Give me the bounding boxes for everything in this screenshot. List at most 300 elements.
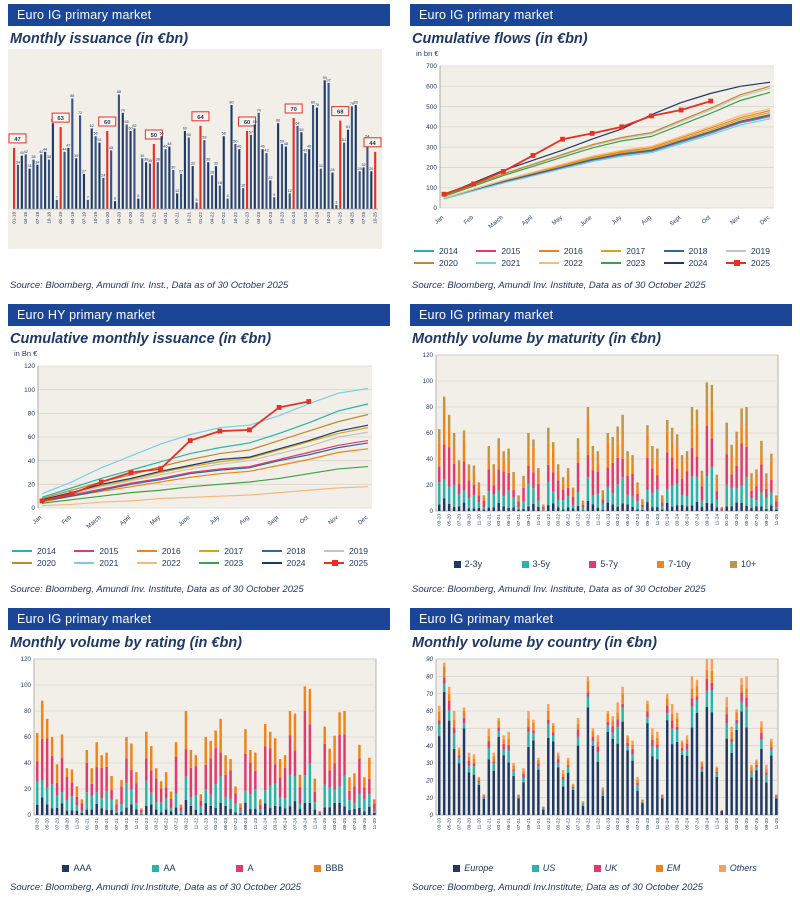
svg-text:63: 63 [57,116,64,123]
svg-text:11-20: 11-20 [476,818,482,830]
legend-item-2021 [476,258,538,268]
svg-text:01-21: 01-21 [486,514,492,526]
svg-text:05-20: 05-20 [446,818,452,830]
svg-text:05-23: 05-23 [223,818,229,830]
svg-text:03-20: 03-20 [34,818,40,830]
legend-label: 2024 [286,558,306,568]
svg-text:100: 100 [20,682,31,690]
svg-text:07-24: 07-24 [292,818,298,830]
svg-text:100: 100 [24,386,35,394]
svg-text:July: July [611,214,624,227]
legend-swatch [74,550,94,552]
svg-text:24: 24 [101,173,106,178]
svg-text:0: 0 [27,812,31,820]
svg-text:38: 38 [46,155,52,160]
svg-text:64: 64 [295,121,300,126]
svg-text:03-22: 03-22 [153,818,159,830]
svg-text:June: June [579,214,594,228]
svg-text:01-22: 01-22 [197,212,203,224]
svg-text:11-22: 11-22 [595,818,601,830]
legend-swatch [414,262,434,264]
legend-swatch [476,250,496,252]
chart-legend [12,862,394,874]
legend-label: BBB [325,863,344,873]
cumulative-flows-chart [410,58,792,269]
legend-item-2020 [414,258,476,268]
svg-text:05-23: 05-23 [625,818,631,830]
legend-label: 2024 [688,258,708,268]
svg-text:07-23: 07-23 [233,818,238,830]
legend-item-2025 [324,558,386,568]
panel-header: Euro HY primary market [8,304,390,326]
chart-legend [414,862,796,874]
svg-text:29: 29 [369,166,374,171]
svg-text:46: 46 [237,144,242,149]
svg-text:03-23: 03-23 [615,514,621,526]
svg-text:33: 33 [213,161,219,166]
svg-text:11-25: 11-25 [371,818,377,830]
svg-text:05-25: 05-25 [744,818,750,830]
panel-header: Euro IG primary market [410,4,792,26]
svg-text:01-23: 01-23 [244,212,250,224]
svg-text:Oct: Oct [298,514,311,526]
svg-text:09-25: 09-25 [763,514,769,526]
svg-text:11-22: 11-22 [595,514,601,526]
svg-text:June: June [177,514,192,528]
svg-text:03-25: 03-25 [332,818,338,830]
svg-text:04-18: 04-18 [23,212,29,224]
svg-text:40: 40 [24,760,31,768]
svg-text:07-21: 07-21 [516,818,522,830]
svg-text:12: 12 [287,188,292,193]
svg-text:36: 36 [143,157,149,162]
svg-text:Dec: Dec [759,214,772,227]
svg-text:Aug: Aug [238,514,251,527]
svg-text:03-21: 03-21 [94,818,100,830]
legend-item-AAA [62,863,91,873]
svg-text:09-21: 09-21 [123,818,129,830]
svg-text:01-23: 01-23 [605,818,611,830]
legend-label: 2018 [286,546,306,556]
svg-text:01-20: 01-20 [104,212,110,224]
svg-text:04-23: 04-23 [256,212,262,224]
hy-cumulative-chart [8,358,390,569]
svg-text:120: 120 [422,352,433,360]
svg-text:March: March [487,214,505,231]
legend-swatch [594,865,601,872]
svg-text:05-25: 05-25 [744,514,750,526]
svg-text:04-24: 04-24 [302,212,308,224]
svg-text:12: 12 [175,188,180,193]
legend-swatch [324,550,344,552]
legend-item-A [236,863,253,873]
svg-text:03-23: 03-23 [213,818,219,830]
svg-text:34: 34 [35,160,40,165]
legend-item-2022 [539,258,601,268]
svg-text:07-24: 07-24 [314,212,320,224]
svg-text:88: 88 [116,90,122,95]
svg-text:July: July [209,514,222,527]
legend-item-2024 [664,258,726,268]
legend-label: 2025 [751,258,770,268]
svg-text:7: 7 [55,195,58,200]
legend-item-7-10y [657,559,691,569]
svg-text:11-25: 11-25 [773,514,779,526]
svg-text:60: 60 [426,430,433,438]
svg-text:07-20: 07-20 [128,212,134,224]
source-note: Source: Bloomberg, Amundi Inv.Institute, Data as of 30 October 2025 [10,882,301,893]
svg-text:18: 18 [217,181,222,186]
svg-text:62: 62 [89,123,94,128]
legend-swatch [664,250,684,252]
svg-text:80: 80 [27,410,35,418]
legend-label: 2018 [688,246,708,256]
legend-item-2014 [12,546,74,556]
svg-text:07-22: 07-22 [173,818,179,830]
legend-swatch [152,865,159,872]
svg-text:43: 43 [264,148,269,153]
svg-text:50: 50 [279,139,285,144]
svg-text:04-22: 04-22 [209,212,215,224]
svg-text:05-22: 05-22 [565,818,571,830]
svg-text:46: 46 [307,144,312,149]
svg-text:55: 55 [186,133,191,137]
legend-label: 2025 [349,558,368,568]
svg-text:30: 30 [426,760,433,768]
svg-text:68: 68 [337,109,344,116]
svg-text:05-24: 05-24 [684,818,690,830]
svg-text:11-23: 11-23 [654,514,660,526]
y-axis-unit-label: in Bn € [14,349,38,358]
svg-text:40: 40 [426,742,433,750]
svg-text:01-25: 01-25 [337,212,343,224]
svg-text:0: 0 [31,505,35,513]
svg-text:03-22: 03-22 [555,514,561,526]
legend-swatch [476,262,496,264]
legend-label: 2020 [37,558,56,568]
legend-item-2019 [324,546,386,556]
legend-item-UK [594,863,618,873]
svg-text:09-22: 09-22 [183,818,189,830]
svg-text:44: 44 [62,147,67,152]
svg-text:200: 200 [426,164,437,172]
svg-text:38: 38 [31,155,36,160]
svg-text:74: 74 [120,108,125,113]
legend-item-2022 [137,558,199,568]
svg-text:31: 31 [27,164,32,169]
legend-swatch [137,550,157,552]
svg-text:03-22: 03-22 [555,818,561,830]
source-note: Source: Bloomberg, Amundi Inv.Institute, Data as of 30 October 2025 [412,882,703,893]
source-note: Source: Bloomberg, Amundi Inv. Inst., Data as of 30 October 2025 [10,280,289,291]
legend-item-10+ [730,559,756,569]
svg-text:42: 42 [23,149,28,154]
svg-text:07-21: 07-21 [114,818,120,830]
legend-item-BBB [314,863,343,873]
legend-swatch [601,262,621,264]
svg-text:40: 40 [27,457,35,465]
legend-label: EM [666,863,681,873]
svg-text:34: 34 [15,160,21,165]
svg-text:07-24: 07-24 [694,818,700,830]
legend-swatch [262,562,282,564]
legend-item-AA [152,863,175,873]
svg-text:01-23: 01-23 [605,514,611,526]
svg-text:05-22: 05-22 [565,514,571,526]
legend-item-2014 [414,246,476,256]
svg-text:100: 100 [426,184,437,192]
svg-text:01-21: 01-21 [84,818,90,830]
svg-text:56: 56 [159,131,164,136]
svg-text:600: 600 [426,83,437,91]
svg-text:11-22: 11-22 [193,818,199,830]
y-axis-unit-label: in bn € [416,49,439,58]
svg-text:09-25: 09-25 [763,818,769,830]
svg-text:09-20: 09-20 [64,818,70,830]
legend-item-2023 [199,558,261,568]
svg-text:09-24: 09-24 [704,514,710,526]
svg-text:01-25: 01-25 [724,818,730,830]
legend-label: AAA [73,863,92,873]
legend-swatch [62,865,69,872]
chart-legend [12,545,390,569]
svg-text:61: 61 [345,125,351,130]
svg-text:07-25: 07-25 [753,818,759,830]
legend-label: 2016 [161,546,181,556]
legend-label: 5-7y [600,559,618,569]
svg-text:April: April [521,214,535,228]
svg-text:04-19: 04-19 [69,212,75,224]
legend-swatch [236,865,243,872]
svg-text:300: 300 [426,144,437,152]
svg-text:46: 46 [260,144,265,149]
svg-text:32: 32 [361,162,366,167]
svg-text:Nov: Nov [729,214,742,227]
svg-text:29: 29 [357,166,362,171]
legend-swatch [726,262,746,264]
legend-swatch [137,562,157,564]
svg-text:10-23: 10-23 [279,212,285,224]
svg-text:09-24: 09-24 [704,818,710,830]
svg-text:01-19: 01-19 [58,212,64,224]
legend-swatch [262,550,282,552]
svg-text:01-24: 01-24 [664,818,670,830]
panel-monthly-issuance [8,4,390,292]
chart-title: Cumulative monthly issuance (in €bn) [10,331,272,347]
svg-text:45: 45 [109,146,114,150]
svg-text:01-22: 01-22 [143,818,149,830]
legend-swatch [601,250,621,252]
legend-label: 2021 [501,258,521,268]
svg-text:Jan: Jan [32,514,44,526]
svg-text:65: 65 [124,120,129,124]
svg-text:33: 33 [190,161,195,166]
svg-text:99: 99 [322,75,327,80]
legend-item-2017 [199,546,261,556]
legend-item-2025 [726,258,788,268]
svg-text:11-20: 11-20 [476,514,482,526]
stacked-bars-svg [410,653,784,861]
svg-text:11-21: 11-21 [535,514,541,526]
chart-title: Cumulative flows (in €bn) [412,31,588,47]
volume-by-maturity-chart [410,349,792,570]
svg-text:March: March [85,514,103,531]
legend-item-2015 [74,546,136,556]
svg-text:07-23: 07-23 [635,818,640,830]
panel-header: Euro IG primary market [410,608,792,630]
svg-text:10: 10 [426,794,433,802]
legend-swatch [199,562,219,564]
svg-text:53: 53 [202,135,207,140]
svg-text:01-25: 01-25 [322,818,328,830]
svg-text:36: 36 [206,157,211,162]
svg-text:0: 0 [429,508,433,516]
panel-header: Euro IG primary market [8,608,390,630]
svg-text:05-21: 05-21 [104,818,110,830]
svg-text:8: 8 [137,194,140,199]
svg-text:Jan: Jan [434,214,446,226]
legend-label: 10+ [741,559,757,569]
panel-header: Euro IG primary market [8,4,390,26]
legend-item-2-3y [454,559,483,569]
svg-text:Sept: Sept [267,514,281,528]
svg-text:31: 31 [318,164,323,169]
svg-text:62: 62 [132,123,137,128]
svg-text:40: 40 [426,456,433,464]
svg-text:20: 20 [426,777,433,785]
svg-text:Dec: Dec [357,514,370,527]
source-note: Source: Bloomberg, Amundi Inv. Institute, Data as of 30 October 2025 [412,584,706,595]
svg-text:09-25: 09-25 [361,818,367,830]
svg-text:01-24: 01-24 [262,818,268,830]
legend-item-2023 [601,258,663,268]
svg-text:07-19: 07-19 [81,212,87,224]
legend-swatch [657,561,664,568]
chart-title: Monthly volume by country (in €bn) [412,635,657,651]
svg-text:400: 400 [426,124,437,132]
panel-hy-cumulative [8,304,390,596]
svg-text:05-24: 05-24 [282,818,288,830]
legend-swatch [454,561,461,568]
svg-text:04-25: 04-25 [349,212,355,224]
svg-text:07-20: 07-20 [456,514,462,526]
svg-text:07-18: 07-18 [34,212,40,224]
svg-text:80: 80 [229,100,234,105]
legend-label: 2023 [626,258,646,268]
svg-text:120: 120 [20,656,31,664]
svg-text:05-23: 05-23 [625,514,631,526]
legend-swatch [453,865,460,872]
svg-text:47: 47 [14,136,21,143]
legend-label: 2016 [563,246,583,256]
svg-text:03-20: 03-20 [436,514,442,526]
svg-text:48: 48 [167,142,172,147]
legend-item-2024 [262,558,324,568]
svg-text:01-21: 01-21 [486,818,492,830]
svg-text:7: 7 [86,195,89,200]
svg-text:Feb: Feb [463,214,475,227]
svg-text:22: 22 [268,175,273,180]
legend-swatch [324,562,344,564]
svg-text:07-25: 07-25 [361,212,367,224]
chart-title: Monthly volume by maturity (in €bn) [412,331,661,347]
svg-text:46: 46 [163,144,168,149]
svg-text:11-23: 11-23 [654,818,660,830]
svg-text:100: 100 [422,378,433,386]
svg-text:03-25: 03-25 [734,818,740,830]
svg-text:01-23: 01-23 [203,818,209,830]
volume-by-country-chart [410,653,792,874]
svg-text:48: 48 [283,142,288,147]
panel-volume-by-country [410,608,792,894]
svg-text:11-21: 11-21 [535,818,541,830]
legend-item-2017 [601,246,663,256]
svg-text:Feb: Feb [61,514,73,527]
legend-item-2016 [137,546,199,556]
svg-text:03-21: 03-21 [496,514,502,526]
svg-text:3: 3 [335,200,338,205]
svg-text:20: 20 [24,786,31,794]
svg-text:120: 120 [24,363,35,371]
svg-text:01-24: 01-24 [291,212,297,224]
svg-text:0: 0 [433,205,437,213]
svg-text:03-24: 03-24 [272,818,278,830]
cumulative-lines-svg [410,58,784,244]
legend-swatch [199,550,219,552]
svg-text:07-21: 07-21 [174,212,180,224]
svg-text:60: 60 [182,126,188,131]
svg-text:03-24: 03-24 [674,818,680,830]
svg-text:39: 39 [140,153,145,158]
svg-text:5: 5 [195,198,198,202]
svg-text:50: 50 [150,133,158,139]
svg-text:03-23: 03-23 [615,818,621,830]
svg-text:11-23: 11-23 [252,818,258,830]
panel-volume-by-rating [8,608,390,894]
svg-text:66: 66 [275,118,281,123]
svg-text:07-23: 07-23 [635,514,640,526]
svg-text:56: 56 [93,131,98,136]
chart-legend [414,558,796,570]
svg-text:10-24: 10-24 [326,212,332,224]
svg-text:01-25: 01-25 [724,514,730,526]
legend-item-2019 [726,246,788,256]
legend-label: 2020 [439,258,458,268]
legend-item-2015 [476,246,538,256]
svg-text:41: 41 [19,151,24,156]
svg-text:11-24: 11-24 [714,514,720,526]
svg-text:Nov: Nov [327,514,340,527]
legend-label: Europe [464,863,494,873]
svg-text:10-19: 10-19 [93,212,99,224]
svg-text:72: 72 [77,110,83,115]
stacked-bars-svg [8,653,382,861]
svg-text:10-21: 10-21 [186,212,192,224]
svg-text:07-22: 07-22 [575,514,581,526]
svg-text:April: April [119,514,133,528]
legend-label: 2022 [563,258,583,268]
svg-text:57: 57 [248,130,254,135]
legend-swatch [522,561,529,568]
svg-text:09-21: 09-21 [525,818,531,830]
svg-text:09-23: 09-23 [242,818,248,830]
legend-label: A [247,863,254,873]
svg-text:01-21: 01-21 [151,212,157,224]
svg-text:01-24: 01-24 [664,514,670,526]
legend-swatch [12,550,32,552]
svg-text:59: 59 [299,127,304,132]
chart-title: Monthly volume by rating (in €bn) [10,635,242,651]
